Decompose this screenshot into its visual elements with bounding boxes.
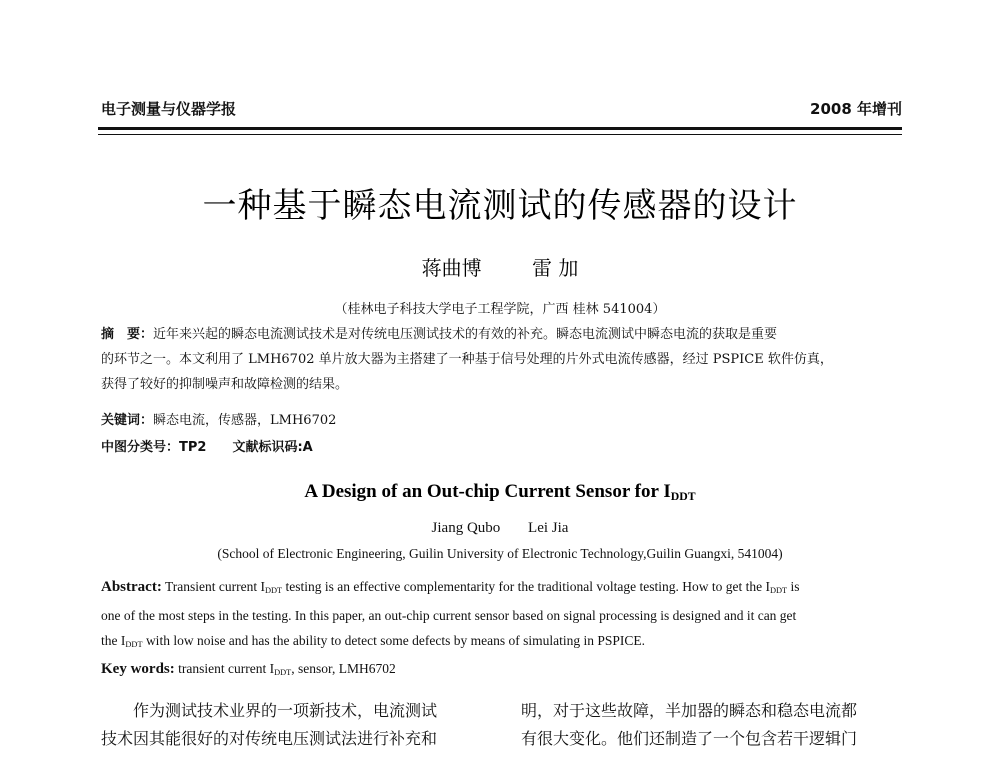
doc-code-value: A [302,440,313,455]
abstract-en-text-1a: Transient current I [161,579,265,594]
clc-label: 中图分类号： [101,440,180,455]
abstract-en-sub-1: DDT [264,586,283,596]
doc-code-label: 文献标识码: [232,440,303,455]
author-cn-1: 蒋曲博 [421,256,482,280]
author-en-1: Jiang Qubo [431,520,501,536]
keywords-en-label: Key words: [101,661,175,677]
body-left-line-2: 技术因其能很好的对传统电压测试法进行补充和 [101,729,438,748]
keywords-cn-value: 瞬态电流，传感器，LMH6702 [153,413,337,428]
abstract-en [101,574,901,657]
authors-en [0,520,1000,537]
title-en [0,481,1000,504]
author-en-2: Lei Jia [528,520,569,536]
abstract-cn-line-2: 的环节之一。本文利用了 LMH6702 单片放大器为主搭建了一种基于信号处理的片外式电流传感器，经过 PSPICE 软件仿真， [101,352,833,367]
issue-label: 2008 年增刊 [810,100,902,118]
author-cn-2: 雷 加 [532,256,579,280]
keywords-en-text-b: , sensor, LMH6702 [291,661,396,676]
abstract-en-line-1 [101,574,901,603]
abstract-en-text-3a: the I [101,633,126,649]
header-rule-thin [98,134,902,135]
abstract-en-line-2: one of the most steps in the testing. In this paper, an out-chip current sensor based on signal processing is designed and it can get [101,608,797,624]
header-rule-thick [98,127,902,130]
keywords-en-text-a: transient current I [174,661,275,676]
keywords-cn-label: 关键词： [101,413,154,428]
title-cn: 一种基于瞬态电流测试的传感器的设计 [202,186,798,226]
keywords-en-sub: DDT [274,668,292,678]
affiliation-cn: （桂林电子科技大学电子工程学院，广西 桂林 541004） [334,302,666,317]
abstract-en-label: Abstract: [101,579,162,595]
abstract-en-text-1b: testing is an effective complementarity for the traditional voltage testing. How to get the I [282,579,770,594]
abstract-cn-line-3: 获得了较好的抑制噪声和故障检测的结果。 [101,377,349,392]
journal-name: 电子测量与仪器学报 [101,100,237,118]
body-right-line-2: 有很大变化。他们还制造了一个包含若干逻辑门 [521,729,858,748]
abstract-cn-line-1 [101,322,901,347]
affiliation-en: (School of Electronic Engineering, Guilin University of Electronic Technology,Guilin Guangxi, 541004) [217,546,783,561]
abstract-en-text-3b: with low noise and has the ability to detect some defects by means of simulating in PSPICE. [142,633,645,649]
title-en-main: A Design of an Out-chip Current Sensor for I [304,481,671,502]
abstract-cn-label: 摘 要： [101,327,154,342]
body-column-left [101,697,476,753]
title-en-sub: DDT [670,489,696,503]
abstract-cn-text-1: 近年来兴起的瞬态电流测试技术是对传统电压测试技术的有效的补充。瞬态电流测试中瞬态电流的获取是重要 [153,327,778,342]
body-left-line-1: 作为测试技术业界的一项新技术，电流测试 [133,701,438,720]
authors-cn [0,252,1000,281]
keywords-en [101,661,396,678]
abstract-en-sub-2: DDT [769,586,788,596]
clc-value: TP2 [179,440,207,455]
abstract-cn [101,322,901,397]
body-column-right [521,697,896,753]
abstract-en-text-1c: is [787,579,800,594]
classification-cn [101,436,313,455]
abstract-en-line-3 [101,628,901,657]
keywords-cn [101,409,336,428]
body-right-line-1: 明，对于这些故障，半加器的瞬态和稳态电流都 [521,701,858,720]
abstract-en-sub-3: DDT [125,640,143,650]
